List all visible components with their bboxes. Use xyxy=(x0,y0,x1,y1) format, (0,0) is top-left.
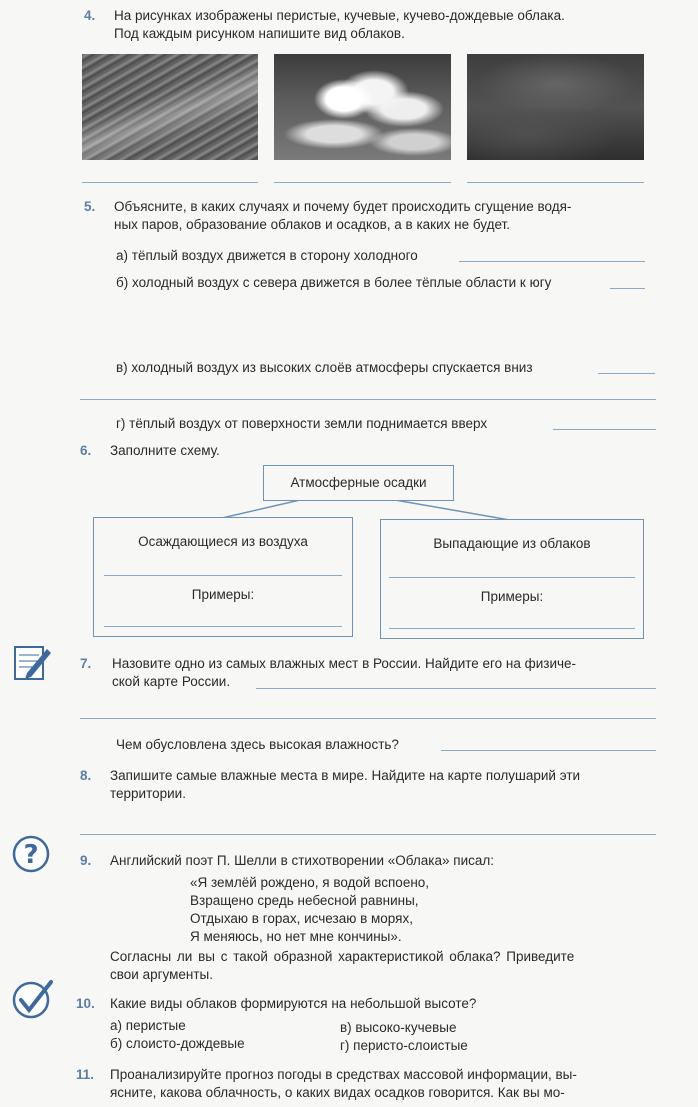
q9-poem-line3: Отдыхаю в горах, исчезаю в морях, xyxy=(190,911,413,926)
scheme-right-line1[interactable] xyxy=(389,577,635,578)
connector-left xyxy=(222,500,300,518)
q9-poem-line1: «Я землёй рождено, я водой вспоено, xyxy=(190,875,430,890)
scheme-right-line2[interactable] xyxy=(389,628,635,629)
question-mark-icon xyxy=(11,834,51,877)
q11-text-line1: Проанализируйте прогноз погоды в средствах массовой информации, вы- xyxy=(110,1067,577,1082)
q5-text-line2: ных паров, образование облаков и осадков, а в каких не будет. xyxy=(114,217,510,232)
scheme-root-label: Атмосферные осадки xyxy=(290,475,427,490)
q8-number: 8. xyxy=(80,768,92,783)
q7-text-line2: ской карте России. xyxy=(112,674,231,689)
q9-after-line2: свои аргументы. xyxy=(110,967,213,982)
q7-text-line1: Назовите одно из самых влажных мест в России. Найдите его на физиче- xyxy=(112,656,577,671)
scheme-root-box xyxy=(263,465,454,501)
q10-option-b[interactable]: б) слоисто-дождевые xyxy=(110,1036,245,1051)
q10-option-g[interactable]: г) перисто-слоистые xyxy=(340,1038,468,1053)
scheme-right-title: Выпадающие из облаков xyxy=(433,536,591,551)
svg-text:?: ? xyxy=(23,840,39,870)
q5-option-b: б) холодный воздух с севера движется в более тёплые области к югу xyxy=(116,275,552,290)
q4-text-line2: Под каждым рисунком напишите вид облаков. xyxy=(114,26,405,41)
q11-number: 11. xyxy=(76,1067,95,1082)
scheme-left-box xyxy=(93,517,353,637)
q9-after-line1: Согласны ли вы с такой образной характеристикой облака? Приведите xyxy=(110,949,575,964)
answer-line-q7-1[interactable] xyxy=(256,688,656,689)
scheme-right-box xyxy=(380,519,644,639)
q5-option-a: а) тёплый воздух движется в сторону холодного xyxy=(116,248,418,263)
q5-option-c: в) холодный воздух из высоких слоёв атмосферы спускается вниз xyxy=(116,360,533,375)
q10-text: Какие виды облаков формируются на небольшой высоте? xyxy=(110,996,477,1011)
q4-number: 4. xyxy=(84,8,96,23)
q9-number: 9. xyxy=(80,853,92,868)
connector-right xyxy=(395,500,510,520)
q9-text: Английский поэт П. Шелли в стихотворении «Облака» писал: xyxy=(110,853,495,868)
scheme-right-examples: Примеры: xyxy=(480,589,544,604)
scheme-left-title: Осаждающиеся из воздуха xyxy=(138,534,308,549)
q7-number: 7. xyxy=(80,656,92,671)
q6-text: Заполните схему. xyxy=(110,443,220,458)
q8-text-line2: территории. xyxy=(110,786,186,801)
scheme-left-line1[interactable] xyxy=(104,575,342,576)
q5-text-line1: Объясните, в каких случаях и почему будет происходить сгущение водя- xyxy=(114,199,572,214)
q5-option-d: г) тёплый воздух от поверхности земли поднимается вверх xyxy=(116,416,488,431)
answer-line-q8[interactable] xyxy=(80,834,656,835)
scheme-left-examples: Примеры: xyxy=(191,587,255,602)
q10-number: 10. xyxy=(76,996,95,1011)
q4-text-line1: На рисунках изображены перистые, кучевые, кучево-дождевые облака. xyxy=(114,8,565,23)
q9-poem-line4: Я меняюсь, но нет мне кончины». xyxy=(190,929,402,944)
q9-poem-line2: Взращено средь небесной равнины, xyxy=(190,893,419,908)
checkmark-icon xyxy=(11,978,55,1025)
q6-number: 6. xyxy=(80,443,92,458)
pencil-notebook-icon xyxy=(13,645,53,684)
answer-line-q7-3[interactable] xyxy=(441,750,656,751)
q11-text-line2: ясните, какова облачность, о каких видах осадков говорится. Как вы мо- xyxy=(110,1085,565,1100)
q10-option-v[interactable]: в) высоко-кучевые xyxy=(340,1020,457,1035)
q10-option-a[interactable]: а) перистые xyxy=(110,1018,186,1033)
q5-number: 5. xyxy=(84,199,96,214)
scheme-left-line2[interactable] xyxy=(104,626,342,627)
answer-line-q7-2[interactable] xyxy=(80,718,656,719)
q8-text-line1: Запишите самые влажные места в мире. Найдите на карте полушарий эти xyxy=(110,768,581,783)
q7-sub-question: Чем обусловлена здесь высокая влажность? xyxy=(116,737,399,752)
